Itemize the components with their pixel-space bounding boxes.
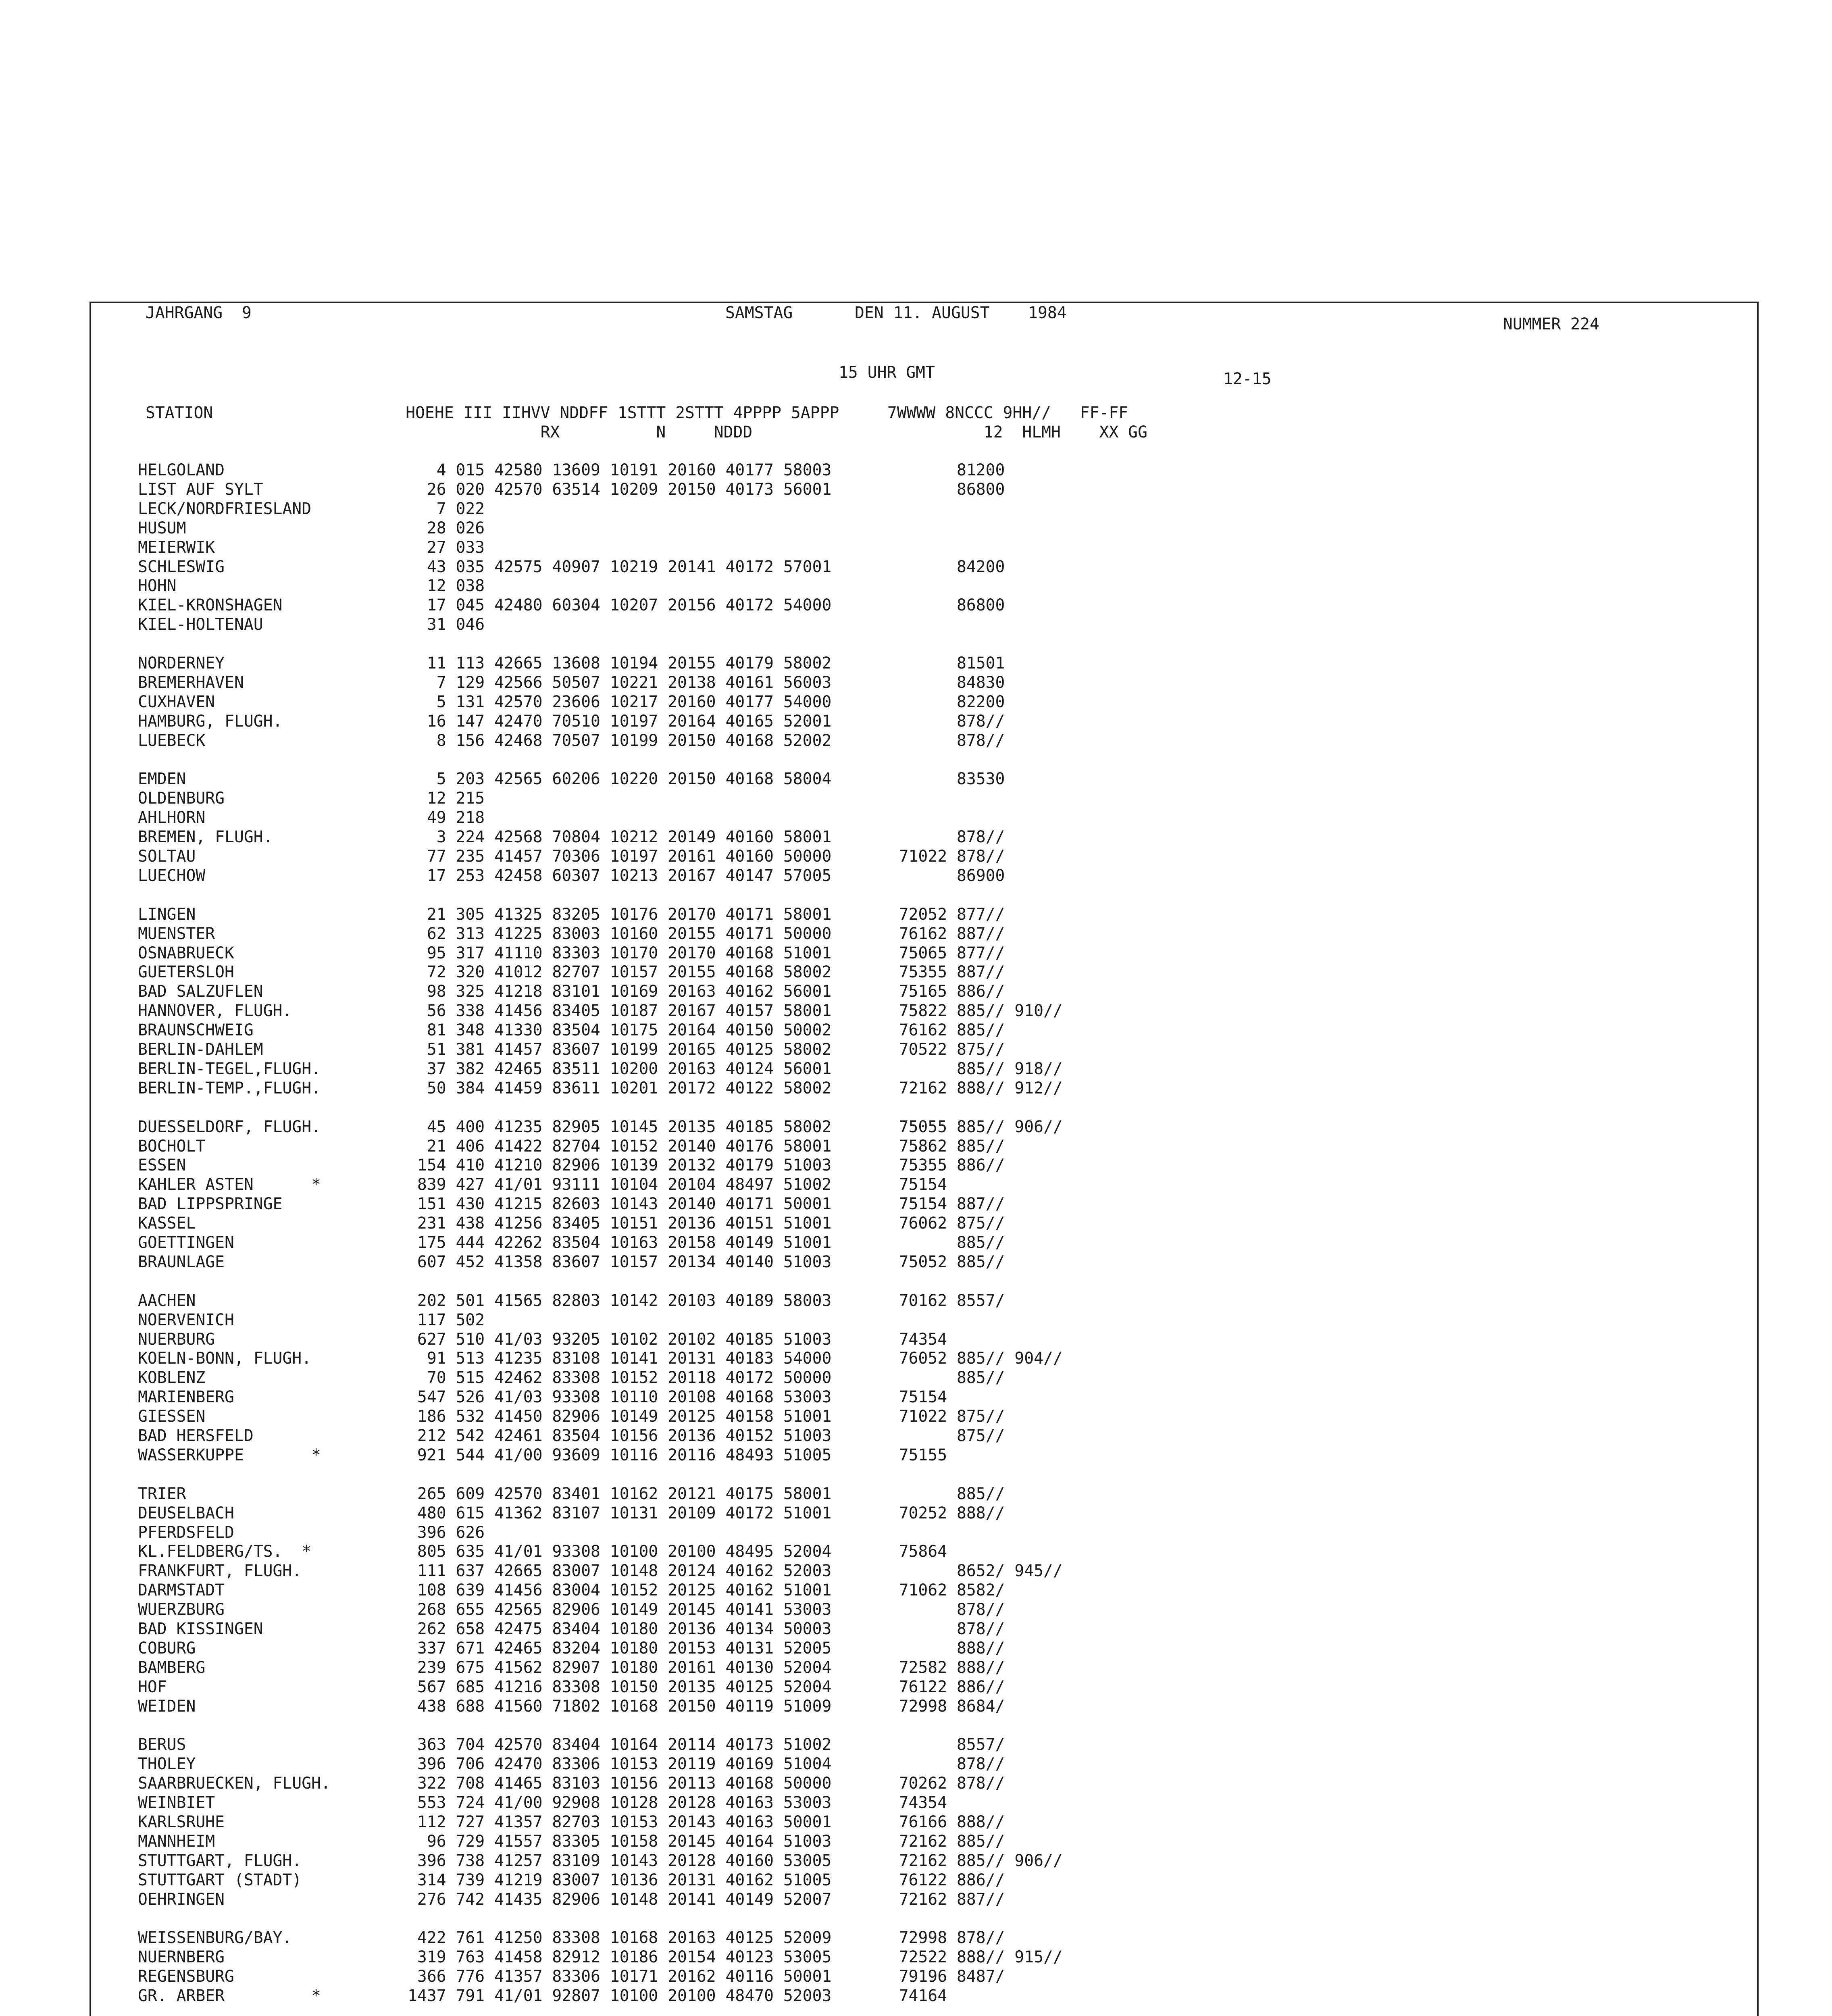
page-frame [90,302,1759,2016]
table-row: BERLIN-TEGEL,FLUGH. 37 382 42465 83511 10200 20163 40124 56001 885// 918// [138,1059,1063,1078]
table-row: OLDENBURG 12 215 [138,789,485,808]
table-row: FRANKFURT, FLUGH. 111 637 42665 83007 10148 20124 40162 52003 8652/ 945// [138,1562,1063,1581]
table-row: KAHLER ASTEN * 839 427 41/01 93111 10104 20104 48497 51002 75154 [138,1175,947,1194]
table-row: NOERVENICH 117 502 [138,1310,485,1329]
table-row: STUTTGART (STADT) 314 739 41219 83007 10136 20131 40162 51005 76122 886// [138,1870,1005,1889]
table-row: NUERNBERG 319 763 41458 82912 10186 20154 40123 53005 72522 888// 915// [138,1948,1063,1967]
table-row: HAMBURG, FLUGH. 16 147 42470 70510 10197 20164 40165 52001 878// [138,712,1005,731]
table-row: NORDERNEY 11 113 42665 13608 10194 20155 40179 58002 81501 [138,654,1005,673]
table-row: MUENSTER 62 313 41225 83003 10160 20155 40171 50000 76162 887// [138,924,1005,943]
table-row: NUERBURG 627 510 41/03 93205 10102 20102 40185 51003 74354 [138,1330,947,1349]
table-row: BAD LIPPSPRINGE 151 430 41215 82603 10143 20140 40171 50001 75154 887// [138,1195,1005,1214]
table-row: DUESSELDORF, FLUGH. 45 400 41235 82905 10145 20135 40185 58002 75055 885// 906// [138,1117,1063,1136]
table-row: BREMEN, FLUGH. 3 224 42568 70804 10212 20149 40160 58001 878// [138,828,1005,847]
table-row: BOCHOLT 21 406 41422 82704 10152 20140 40176 58001 75862 885// [138,1137,1005,1156]
table-row: HOHN 12 038 [138,577,485,596]
column-header-line-2: RX N NDDD 12 HLMH XX GG [146,423,1147,442]
table-row: BAMBERG 239 675 41562 82907 10180 20161 40130 52004 72582 888// [138,1658,1005,1677]
table-row: GIESSEN 186 532 41450 82906 10149 20125 40158 51001 71022 875// [138,1407,1005,1426]
table-row: OSNABRUECK 95 317 41110 83303 10170 20170 40168 51001 75065 877// [138,943,1005,962]
table-row: TRIER 265 609 42570 83401 10162 20121 40175 58001 885// [138,1484,1005,1503]
table-row: HOF 567 685 41216 83308 10150 20135 40125 52004 76122 886// [138,1677,1005,1696]
table-row: CUXHAVEN 5 131 42570 23606 10217 20160 40177 54000 82200 [138,692,1005,711]
table-row: GUETERSLOH 72 320 41012 82707 10157 20155 40168 58002 75355 887// [138,963,1005,982]
table-row: REGENSBURG 366 776 41357 83306 10171 20162 40116 50001 79196 8487/ [138,1967,1005,1986]
table-row: BERUS 363 704 42570 83404 10164 20114 40173 51002 8557/ [138,1735,1005,1754]
table-row: HUSUM 28 026 [138,519,485,537]
table-row: LINGEN 21 305 41325 83205 10176 20170 40171 58001 72052 877// [138,905,1005,924]
table-row: KASSEL 231 438 41256 83405 10151 20136 40151 51001 76062 875// [138,1214,1005,1233]
table-row: KIEL-KRONSHAGEN 17 045 42480 60304 10207 20156 40172 54000 86800 [138,596,1005,615]
table-row: LECK/NORDFRIESLAND 7 022 [138,499,485,518]
table-row: DEUSELBACH 480 615 41362 83107 10131 20109 40172 51001 70252 888// [138,1504,1005,1522]
column-header-line-1: STATION HOEHE III IIHVV NDDFF 1STTT 2STTT 4PPPP 5APPP 7WWWW 8NCCC 9HH// FF-FF [146,404,1128,422]
table-row: WEIDEN 438 688 41560 71802 10168 20150 40119 51009 72998 8684/ [138,1697,1005,1716]
table-row: THOLEY 396 706 42470 83306 10153 20119 40169 51004 878// [138,1755,1005,1774]
table-row: GR. ARBER * 1437 791 41/01 92807 10100 20100 48470 52003 74164 [138,1987,947,2006]
table-row: AHLHORN 49 218 [138,808,485,827]
table-row: KL.FELDBERG/TS. * 805 635 41/01 93308 10100 20100 48495 52004 75864 [138,1542,947,1561]
weekday-label: SAMSTAG [725,304,793,322]
table-row: OEHRINGEN 276 742 41435 82906 10148 20141 40149 52007 72162 887// [138,1890,1005,1909]
table-row: BERLIN-TEMP.,FLUGH. 50 384 41459 83611 10201 20172 40122 58002 72162 888// 912// [138,1079,1063,1098]
table-row: BRAUNLAGE 607 452 41358 83607 10157 20134 40140 51003 75052 885// [138,1252,1005,1271]
table-row: EMDEN 5 203 42565 60206 10220 20150 40168 58004 83530 [138,770,1005,789]
observation-time: 15 UHR GMT [839,363,935,382]
date-label: DEN 11. AUGUST 1984 [855,304,1067,322]
table-row: BAD KISSINGEN 262 658 42475 83404 10180 20136 40134 50003 878// [138,1620,1005,1638]
table-row: SAARBRUECKEN, FLUGH. 322 708 41465 83103 10156 20113 40168 50000 70262 878// [138,1774,1005,1793]
table-row: BRAUNSCHWEIG 81 348 41330 83504 10175 20164 40150 50002 76162 885// [138,1021,1005,1040]
table-row: LUECHOW 17 253 42458 60307 10213 20167 40147 57005 86900 [138,866,1005,885]
table-row: BREMERHAVEN 7 129 42566 50507 10221 20138 40161 56003 84830 [138,673,1005,692]
table-row: BERLIN-DAHLEM 51 381 41457 83607 10199 20165 40125 58002 70522 875// [138,1040,1005,1059]
table-row: BAD HERSFELD 212 542 42461 83504 10156 20136 40152 51003 875// [138,1427,1005,1445]
table-row: LIST AUF SYLT 26 020 42570 63514 10209 20150 40173 56001 86800 [138,480,1005,499]
table-row: HELGOLAND 4 015 42580 13609 10191 20160 40177 58003 81200 [138,461,1005,479]
table-row: SOLTAU 77 235 41457 70306 10197 20161 40160 50000 71022 878// [138,847,1005,866]
table-row: WASSERKUPPE * 921 544 41/00 93609 10116 20116 48493 51005 75155 [138,1445,947,1464]
table-row: WEINBIET 553 724 41/00 92908 10128 20128 40163 53003 74354 [138,1793,947,1812]
jahrgang-label: JAHRGANG 9 [146,304,252,322]
table-row: KOELN-BONN, FLUGH. 91 513 41235 83108 10141 20131 40183 54000 76052 885// 904// [138,1349,1063,1368]
table-row: WEISSENBURG/BAY. 422 761 41250 83308 10168 20163 40125 52009 72998 878// [138,1929,1005,1947]
period-label: 12-15 [1223,370,1272,388]
table-row: KIEL-HOLTENAU 31 046 [138,615,485,634]
issue-number: NUMMER 224 [1503,315,1599,333]
table-row: PFERDSFELD 396 626 [138,1523,485,1542]
table-row: ESSEN 154 410 41210 82906 10139 20132 40179 51003 75355 886// [138,1156,1005,1175]
table-row: HANNOVER, FLUGH. 56 338 41456 83405 10187 20167 40157 58001 75822 885// 910// [138,1002,1063,1020]
table-row: DARMSTADT 108 639 41456 83004 10152 20125 40162 51001 71062 8582/ [138,1581,1005,1600]
table-row: BAD SALZUFLEN 98 325 41218 83101 10169 20163 40162 56001 75165 886// [138,982,1005,1001]
table-row: KARLSRUHE 112 727 41357 82703 10153 20143 40163 50001 76166 888// [138,1813,1005,1831]
table-row: STUTTGART, FLUGH. 396 738 41257 83109 10143 20128 40160 53005 72162 885// 906// [138,1851,1063,1870]
table-row: MEIERWIK 27 033 [138,538,485,557]
table-row: MANNHEIM 96 729 41557 83305 10158 20145 40164 51003 72162 885// [138,1832,1005,1851]
table-row: LUEBECK 8 156 42468 70507 10199 20150 40168 52002 878// [138,731,1005,750]
table-row: SCHLESWIG 43 035 42575 40907 10219 20141 40172 57001 84200 [138,557,1005,576]
table-row: WUERZBURG 268 655 42565 82906 10149 20145 40141 53003 878// [138,1600,1005,1619]
table-row: MARIENBERG 547 526 41/03 93308 10110 20108 40168 53003 75154 [138,1388,947,1407]
table-row: GOETTINGEN 175 444 42262 83504 10163 20158 40149 51001 885// [138,1233,1005,1252]
table-row: AACHEN 202 501 41565 82803 10142 20103 40189 58003 70162 8557/ [138,1291,1005,1310]
table-row: KOBLENZ 70 515 42462 83308 10152 20118 40172 50000 885// [138,1368,1005,1387]
table-row: COBURG 337 671 42465 83204 10180 20153 40131 52005 888// [138,1639,1005,1658]
